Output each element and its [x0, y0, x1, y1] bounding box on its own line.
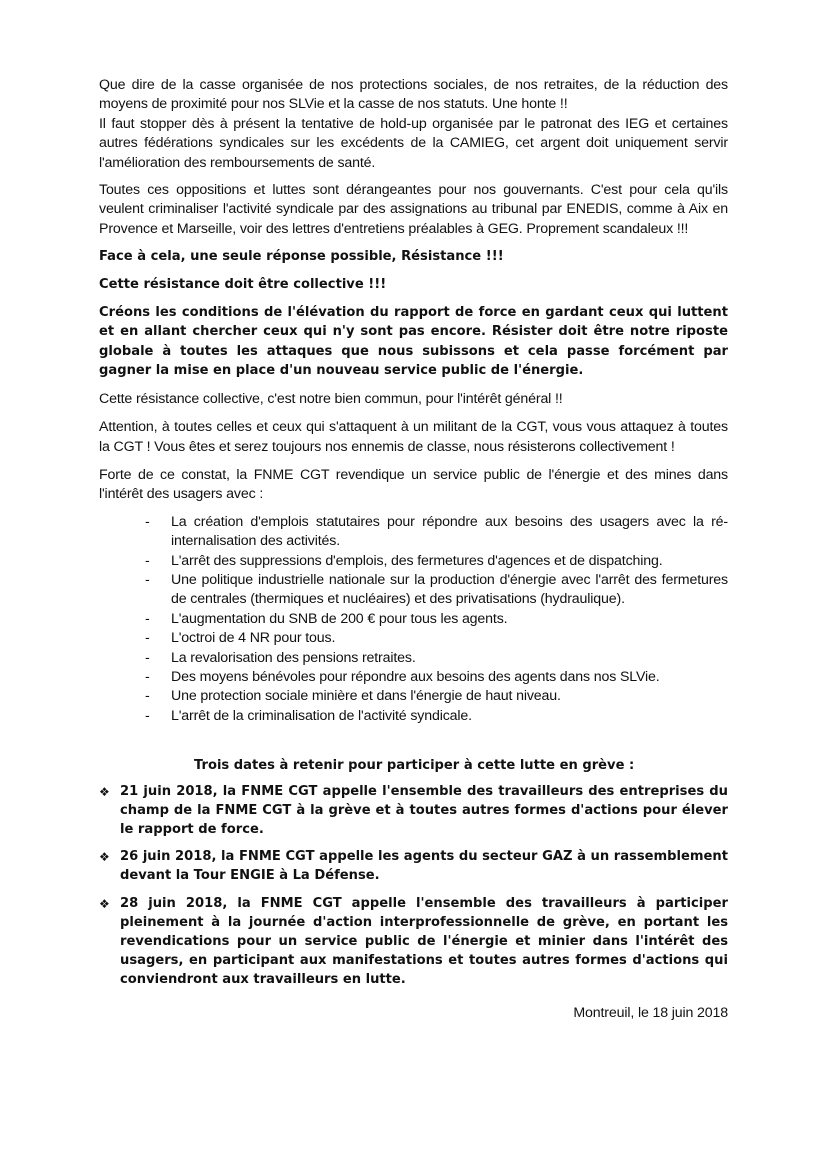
list-item: [99, 571, 728, 610]
paragraph-warning: Attention, à toutes celles et ceux qui s'attaquent à un militant de la CGT, vous vous attaquez à toutes la CGT ! Vous êtes et serez toujours nos ennemis de classe, nous résisterons collectivement !: [99, 419, 728, 455]
document-body: [99, 76, 728, 998]
dates-heading: Trois dates à retenir pour participer à cette lutte en grève :: [194, 758, 635, 774]
paragraph-common-good: Cette résistance collective, c'est notre bien commun, pour l'intérêt général !!: [99, 390, 563, 407]
list-item-text: Une protection sociale minière et dans l'énergie de haut niveau.: [171, 688, 561, 705]
dash-bullet: -: [145, 571, 150, 588]
list-item-text: L'octroi de 4 NR pour tous.: [171, 630, 336, 647]
dash-bullet: -: [145, 707, 150, 724]
list-item: [99, 847, 728, 885]
list-item: [99, 894, 728, 990]
dash-bullet: -: [145, 649, 150, 666]
list-item-text: L'arrêt des suppressions d'emplois, des fermetures d'agences et de dispatching.: [171, 552, 663, 569]
list-item: [99, 610, 728, 629]
list-item: [99, 552, 728, 571]
paragraph-demands-intro: Forte de ce constat, la FNME CGT revendique un service public de l'énergie et des mines dans l'intérêt des usagers avec :: [99, 466, 728, 503]
dash-bullet: -: [145, 513, 150, 530]
demands-list: [99, 513, 728, 726]
dash-bullet: -: [145, 610, 150, 627]
list-item: [99, 707, 728, 726]
list-item-text: La revalorisation des pensions retraites.: [171, 649, 416, 666]
list-item-text: L'augmentation du SNB de 200 € pour tous les agents.: [171, 610, 508, 627]
list-item: [99, 782, 728, 840]
list-item-text: 21 juin 2018, la FNME CGT appelle l'ensemble des travailleurs des entreprises du champ de la FNME CGT à la grève et à toutes autres formes d'actions pour élever le rapport de force.: [120, 783, 728, 837]
bold-collective-resistance: Cette résistance doit être collective !!!: [99, 276, 387, 292]
list-item: [99, 649, 728, 668]
list-item: [99, 513, 728, 552]
list-item: [99, 687, 728, 706]
dash-bullet: -: [145, 668, 150, 685]
list-item-text: La création d'emplois statutaires pour répondre aux besoins des usagers avec la ré-internalisation des activités.: [171, 513, 728, 550]
diamond-bullet-icon: ❖: [99, 850, 110, 865]
place-date-signature: Montreuil, le 18 juin 2018: [573, 1005, 728, 1021]
diamond-bullet-icon: ❖: [99, 784, 110, 799]
bold-rapport-de-force: Créons les conditions de l'élévation du rapport de force en gardant ceux qui luttent et en allant chercher ceux qui n'y sont pas encore. Résister doit être notre riposte globale à toutes les attaques que nous subissons et cela passe forcément par gagner la mise en place d'un nouveau service public de l'énergie.: [99, 305, 728, 379]
dash-bullet: -: [145, 688, 150, 705]
list-item-text: 26 juin 2018, la FNME CGT appelle les agents du secteur GAZ à un rassemblement devant la Tour ENGIE à La Défense.: [120, 849, 728, 884]
list-item: [99, 629, 728, 648]
dash-bullet: -: [145, 630, 150, 647]
paragraph-social-protections: Que dire de la casse organisée de nos protections sociales, de nos retraites, de la réduction des moyens de proximité pour nos SLVie et la casse de nos statuts. Une honte !!: [99, 77, 728, 113]
dash-bullet: -: [145, 552, 150, 569]
list-item-text: 28 juin 2018, la FNME CGT appelle l'ensemble des travailleurs à participer pleinement à la journée d'action interprofessionnelle de grève, en portant les revendications pour un service public de l'énergie et minier dans l'intérêt des usagers, en participant aux manifestations et toutes autres formes d'actions qui conviendront aux travailleurs en lutte.: [120, 895, 728, 988]
dates-list: [99, 782, 728, 990]
bold-resistance-answer: Face à cela, une seule réponse possible, Résistance !!!: [99, 249, 504, 265]
list-item-text: Des moyens bénévoles pour répondre aux besoins des agents dans nos SLVie.: [171, 668, 660, 685]
paragraph-criminalisation: Toutes ces oppositions et luttes sont dérangeantes pour nos gouvernants. C'est pour cela qu'ils veulent criminaliser l'activité syndicale par des assignations au tribunal par ENEDIS, comme à Aix en Provence et Marseille, voir des lettres d'entretiens préalables à GEG. Proprement scandaleux !!!: [99, 182, 728, 237]
list-item: [99, 668, 728, 687]
paragraph-camieg: Il faut stopper dès à présent la tentative de hold-up organisée par le patronat des IEG et certaines autres fédérations syndicales sur les excédents de la CAMIEG, cet argent doit uniquement servir l'amélioration des remboursements de santé.: [99, 115, 728, 171]
list-item-text: L'arrêt de la criminalisation de l'activité syndicale.: [171, 707, 472, 724]
list-item-text: Une politique industrielle nationale sur la production d'énergie avec l'arrêt des fermetures de centrales (thermiques et nucléaires) et des privatisations (hydraulique).: [171, 571, 728, 608]
diamond-bullet-icon: ❖: [99, 896, 110, 911]
